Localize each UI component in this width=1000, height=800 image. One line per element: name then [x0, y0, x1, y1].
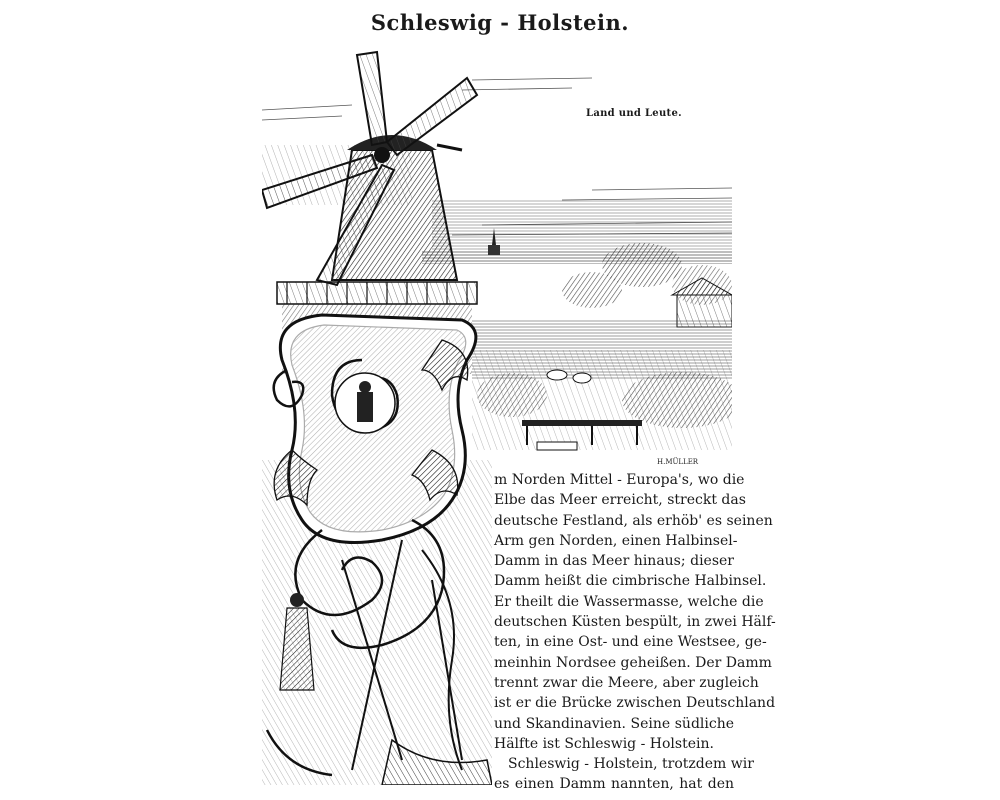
text-line: Damm in das Meer hinaus; dieser [494, 553, 734, 570]
ornamental-initial-i-icon [262, 300, 492, 785]
text-line: Er theilt die Wassermasse, welche die [494, 593, 764, 610]
text-line: deutsche Festland, als erhöb' es seinen [494, 512, 773, 529]
text-line: Arm gen Norden, einen Halbinsel- [494, 532, 738, 549]
text-line: ten, in eine Ost- und eine Westsee, ge- [494, 634, 767, 651]
text-line: trennt zwar die Meere, aber zugleich [494, 674, 759, 691]
engraver-signature: H.MÜLLER [657, 458, 699, 466]
text-line: Elbe das Meer erreicht, streckt das [494, 492, 746, 509]
text-line: meinhin Nordsee geheißen. Der Damm [494, 654, 772, 671]
text-line: es einen Damm nannten, hat den [494, 776, 734, 793]
text-line: ist er die Brücke zwischen Deutschland [494, 695, 776, 712]
text-line: deutschen Küsten bespült, in zwei Hälf- [494, 614, 776, 631]
text-line: m Norden Mittel - Europa's, wo die [494, 472, 745, 488]
section-heading: Land und Leute. [586, 108, 682, 119]
text-line: Schleswig - Holstein, trotzdem wir [508, 756, 754, 773]
text-line: Hälfte ist Schleswig - Holstein. [494, 735, 714, 752]
body-text [494, 470, 776, 795]
text-line: und Skandinavien. Seine südliche [494, 715, 734, 732]
page-title: Schleswig - Holstein. [370, 10, 630, 35]
text-line: Damm heißt die cimbrische Halbinsel. [494, 573, 767, 590]
